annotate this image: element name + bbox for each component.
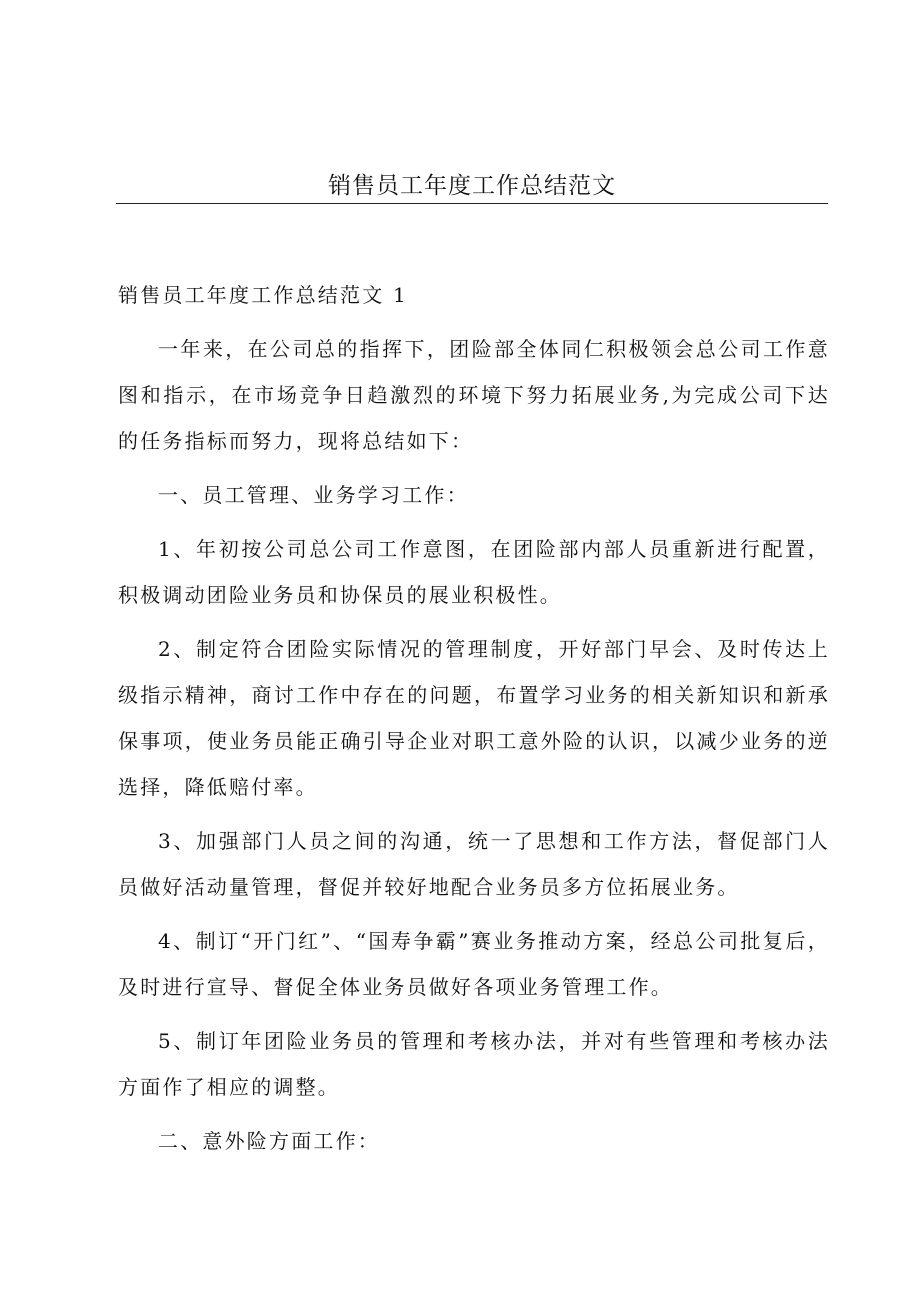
item-paragraph-1: 1、年初按公司总公司工作意图，在团险部内部人员重新进行配置，积极调动团险业务员和协保员的展业积极性。 — [118, 537, 830, 607]
title-underline-divider — [116, 203, 828, 204]
item-paragraph-4: 4、制订“开门红”、“国寿争霸”赛业务推动方案，经总公司批复后，及时进行宣导、督促全体业务员做好各项业务管理工作。 — [118, 929, 830, 999]
item-paragraph-5: 5、制订年团险业务员的管理和考核办法，并对有些管理和考核办法方面作了相应的调整。 — [118, 1029, 830, 1099]
document-title: 销售员工年度工作总结范文 — [328, 173, 616, 199]
document-body — [118, 272, 830, 1172]
section-heading: 销售员工年度工作总结范文 1 — [118, 283, 408, 307]
intro-paragraph: 一年来，在公司总的指挥下，团险部全体同仁积极领会总公司工作意图和指示，在市场竞争日趋激烈的环境下努力拓展业务,为完成公司下达的任务指标而努力，现将总结如下： — [118, 337, 830, 453]
item-paragraph-2: 2、制定符合团险实际情况的管理制度，开好部门早会、及时传达上级指示精神，商讨工作中存在的问题，布置学习业务的相关新知识和新承保事项，使业务员能正确引导企业对职工意外险的认识，以减少业务的逆选择，降低赔付率。 — [118, 637, 830, 799]
subheading-accident-insurance: 二、意外险方面工作： — [158, 1129, 380, 1153]
item-paragraph-3: 3、加强部门人员之间的沟通，统一了思想和工作方法，督促部门人员做好活动量管理，督促并较好地配合业务员多方位拓展业务。 — [118, 829, 830, 899]
subheading-staff-management: 一、员工管理、业务学习工作： — [158, 483, 469, 507]
